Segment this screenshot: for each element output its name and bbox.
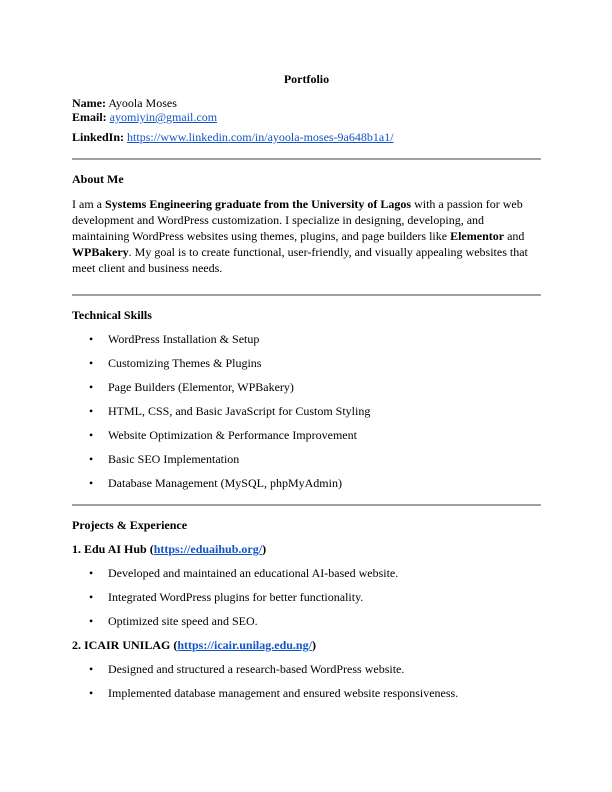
section-divider	[72, 158, 541, 160]
project-suffix: )	[311, 638, 316, 652]
project-prefix: 2. ICAIR UNILAG (	[72, 638, 178, 652]
list-item: • Designed and structured a research-based WordPress website.	[72, 662, 541, 676]
list-item: • Integrated WordPress plugins for better functionality.	[72, 590, 541, 604]
list-item: • Page Builders (Elementor, WPBakery)	[72, 380, 541, 394]
project-link[interactable]: https://icair.unilag.edu.ng/	[177, 638, 312, 652]
project-prefix: 1. Edu AI Hub (	[72, 542, 154, 556]
about-text-2: with a passion for web development and WordPress customization. I specialize in designing, developing, and maintaining WordPress websites using themes, plugins, and page builders like	[72, 197, 523, 243]
about-text-3: and	[504, 229, 525, 243]
email-link[interactable]: ayomiyin@gmail.com	[109, 110, 218, 124]
about-text-1: I am a	[72, 197, 105, 211]
section-divider	[72, 294, 541, 296]
list-item: • Database Management (MySQL, phpMyAdmin)	[72, 476, 541, 490]
name-line	[72, 96, 541, 110]
section-divider	[72, 504, 541, 506]
name-label: Name:	[72, 96, 106, 110]
page-title: Portfolio	[283, 72, 330, 86]
about-bold-wpbakery: WPBakery	[72, 245, 129, 259]
linkedin-label: LinkedIn:	[72, 130, 125, 144]
list-item: • Implemented database management and ensured website responsiveness.	[72, 686, 541, 700]
skills-list	[72, 332, 541, 490]
about-paragraph	[72, 196, 541, 276]
project-bullets	[72, 566, 541, 628]
name-value: Ayoola Moses	[108, 96, 177, 110]
email-line	[72, 110, 541, 124]
list-item: • Developed and maintained an educational AI-based website.	[72, 566, 541, 580]
project-heading	[72, 542, 541, 556]
project-bullets	[72, 662, 541, 700]
list-item: • Website Optimization & Performance Improvement	[72, 428, 541, 442]
about-bold-degree: Systems Engineering graduate from the University of Lagos	[104, 197, 412, 211]
project-link[interactable]: https://eduaihub.org/	[153, 542, 263, 556]
linkedin-link[interactable]: https://www.linkedin.com/in/ayoola-moses-9a648b1a1/	[127, 130, 394, 144]
linkedin-line	[72, 130, 541, 144]
list-item: • WordPress Installation & Setup	[72, 332, 541, 346]
document-page	[72, 72, 541, 700]
about-bold-elementor: Elementor	[450, 229, 505, 243]
about-heading: About Me	[72, 172, 124, 186]
project-heading	[72, 638, 541, 652]
list-item: • HTML, CSS, and Basic JavaScript for Custom Styling	[72, 404, 541, 418]
project-suffix: )	[262, 542, 267, 556]
about-text-4: . My goal is to create functional, user-friendly, and visually appealing websites that meet client and business needs.	[72, 245, 528, 275]
projects-heading: Projects & Experience	[72, 518, 188, 532]
skills-heading: Technical Skills	[72, 308, 152, 322]
email-label: Email:	[72, 110, 107, 124]
list-item: • Customizing Themes & Plugins	[72, 356, 541, 370]
list-item: • Basic SEO Implementation	[72, 452, 541, 466]
list-item: • Optimized site speed and SEO.	[72, 614, 541, 628]
